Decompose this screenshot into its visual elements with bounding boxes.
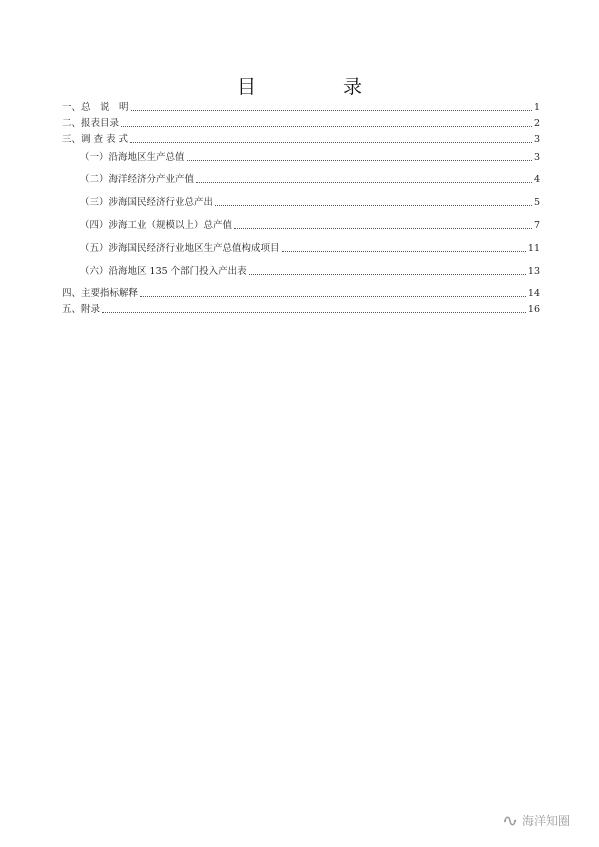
toc-entry-page: 1	[533, 102, 540, 113]
toc-subentry-sea-related-total-output[interactable]	[80, 195, 540, 209]
toc-entry-page: 7	[533, 220, 540, 231]
toc-entry-label: （三）涉海国民经济行业总产出	[80, 197, 214, 208]
watermark	[502, 812, 570, 829]
toc-leader-dots	[215, 204, 532, 206]
toc-entry-label: 四、主要指标解释	[62, 288, 139, 299]
toc-entry-survey-forms[interactable]	[62, 132, 540, 146]
toc-entry-label: 一、总 说 明	[62, 102, 129, 113]
toc-entry-page: 11	[527, 243, 540, 254]
toc-entry-report-list[interactable]	[62, 116, 540, 130]
toc-entry-appendix[interactable]	[62, 302, 540, 316]
toc-leader-dots	[131, 109, 532, 111]
toc-leader-dots	[196, 181, 532, 183]
toc-entry-page: 4	[533, 174, 540, 185]
toc-leader-dots	[187, 159, 532, 161]
toc-leader-dots	[102, 311, 526, 313]
toc-subentry-coastal-gdp[interactable]	[80, 150, 540, 164]
toc-entry-page: 2	[533, 118, 540, 129]
toc-subentry-regional-gdp-components[interactable]	[80, 241, 540, 255]
toc-leader-dots	[140, 295, 526, 297]
toc-subentry-marine-industry-output[interactable]	[80, 172, 540, 186]
toc-entry-page: 3	[533, 134, 540, 145]
toc-entry-page: 14	[527, 288, 540, 299]
toc-entry-page: 3	[533, 152, 540, 163]
toc-entry-label: （五）涉海国民经济行业地区生产总值构成项目	[80, 243, 280, 254]
wechat-channel-icon	[502, 814, 518, 828]
toc-entry-label: 五、附录	[62, 304, 101, 315]
toc-entry-page: 13	[527, 266, 540, 277]
toc-entry-indicator-explanations[interactable]	[62, 286, 540, 300]
toc-entry-label: 三、调 查 表 式	[62, 134, 129, 145]
toc-leader-dots	[130, 141, 532, 143]
toc-entry-label: 二、报表目录	[62, 118, 120, 129]
toc-leader-dots	[234, 227, 532, 229]
watermark-text: 海洋知圈	[522, 814, 571, 828]
toc-entry-label: （四）涉海工业（规模以上）总产值	[80, 220, 233, 231]
toc-entry-page: 16	[527, 304, 540, 315]
toc-subentry-input-output-table[interactable]	[80, 264, 540, 278]
toc-entry-label: （二）海洋经济分产业产值	[80, 174, 195, 185]
toc-entry-page: 5	[533, 197, 540, 208]
toc-entry-label: （一）沿海地区生产总值	[80, 152, 185, 163]
toc-leader-dots	[282, 250, 526, 252]
page-title: 目 录	[236, 76, 396, 98]
toc-subentry-sea-related-industry-output[interactable]	[80, 218, 540, 232]
toc-leader-dots	[249, 273, 526, 275]
toc-entry-label: （六）沿海地区 135 个部门投入产出表	[80, 266, 247, 277]
toc-leader-dots	[121, 125, 532, 127]
toc-entry-general-notes[interactable]	[62, 100, 540, 114]
